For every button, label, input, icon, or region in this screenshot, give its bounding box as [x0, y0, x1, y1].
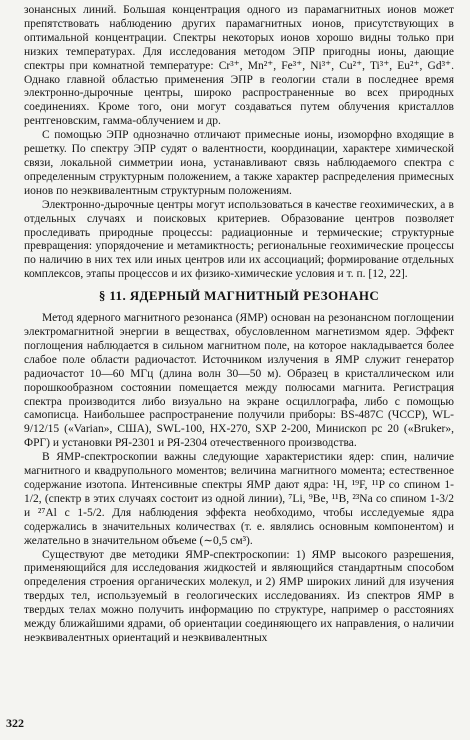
page-number: 322	[6, 716, 24, 730]
paragraph-epr-identification: С помощью ЭПР однозначно отличают примесные ионы, изоморфно входящие в решетку. По спектру ЭПР судят о валентности, координации, характере химической связи, локальной симметрии иона, устанавливают связь наблюдаемого спектра с определенным структурным положением, а также характер распределения примесных ионов по неэквивалентным структурным положениям.	[24, 129, 454, 197]
paragraph-electron-hole-centers: Электронно-дырочные центры могут использоваться в качестве геохимических, а в отдельных случаях и поисковых критериев. Образование центров позволяет проследивать природные процессы: радиационные и термические; структурные превращения: упорядочение и метамиктность; региональные геохимические процессы по наличию в них тех или иных центров или их ассоциаций; формирование отдельных комплексов, этапы процессов и их физико-химические условия и т. п. [12, 22].	[24, 198, 454, 281]
paragraph-epr-ions: зонансных линий. Большая концентрация одного из парамагнитных ионов может препятствовать наблюдению других парамагнитных ионов, присутствующих в оптимальной концентрации. Спектры некоторых ионов хорошо видны только при низких температурах. Для исследования методом ЭПР пригодны ионы, дающие спектры при комнатной температуре: Cr³⁺, Mn²⁺, Fe³⁺, Ni³⁺, Cu²⁺, Ti³⁺, Eu²⁺, Gd³⁺. Однако главной областью применения ЭПР в геологии стали в последнее время электронно-дырочные центры, широко распространенные во всех природных соединениях. Кроме того, они могут создаваться путем облучения кристаллов рентгеновским, гамма-облучением и др.	[24, 4, 454, 128]
section-heading: § 11. ЯДЕРНЫЙ МАГНИТНЫЙ РЕЗОНАНС	[98, 288, 380, 304]
paragraph-nmr-method: Метод ядерного магнитного резонанса (ЯМР) основан на резонансном поглощении электромагнитной энергии в веществах, обусловленном магнетизмом ядер. Эффект поглощения наблюдается в сильном магнитном поле, на которое накладывается более слабое поле области радиочастот. Источником излучения в ЯМР служит генератор радиочастот 10—60 МГц (длина волн 30—50 м). Образец в кристаллическом или порошкообразном состоянии помещается между полюсами магнита. Регистрация спектра производится либо визуально на экране осциллографа, либо с помощью самописца. Наибольшее распространение получили приборы: BS-487C (ЧССР), WL-9/12/15 («Varian», США), SWL-100, HX-270, SXP 2-200, Минископ рс 20 («Bruker», ФРГ) и установки РЯ-2301 и РЯ-2304 отечественного производства.	[24, 312, 454, 450]
paragraph-nmr-techniques: Существуют две методики ЯМР-спектроскопии: 1) ЯМР высокого разрешения, применяющийся для исследования жидкостей и являющийся стандартным способом определения строения органических молекул, и 2) ЯМР широких линий для изучения твердых тел, используемый в геологических исследованиях. Из спектров ЯМР в твердых телах можно получить информацию по структуре, например о расстояниях между ближайшими ядрами, об ориентации соединяющего их направления, о наличии неэквивалентных ориентаций и неэквивалентных	[24, 548, 454, 644]
paragraph-nmr-nuclei: В ЯМР-спектроскопии важны следующие характеристики ядер: спин, наличие магнитного и квадрупольного моментов; величина магнитного момента; естественное содержание изотопа. Интенсивные спектры ЯМР дают ядра: ¹H, ¹⁹F, ¹¹P со спином 1-1/2, (спектр в этих случаях состоит из одной линии), ⁷Li, ⁹Be, ¹¹B, ²³Na со спином 1-3/2 и ²⁷Al с 1-5/2. Для наблюдения эффекта необходимо, чтобы исследуемые ядра содержались в значительных количествах (т. е. являлись основным компонентом) и желательно в значительном объеме (∼0,5 см³).	[24, 451, 454, 547]
